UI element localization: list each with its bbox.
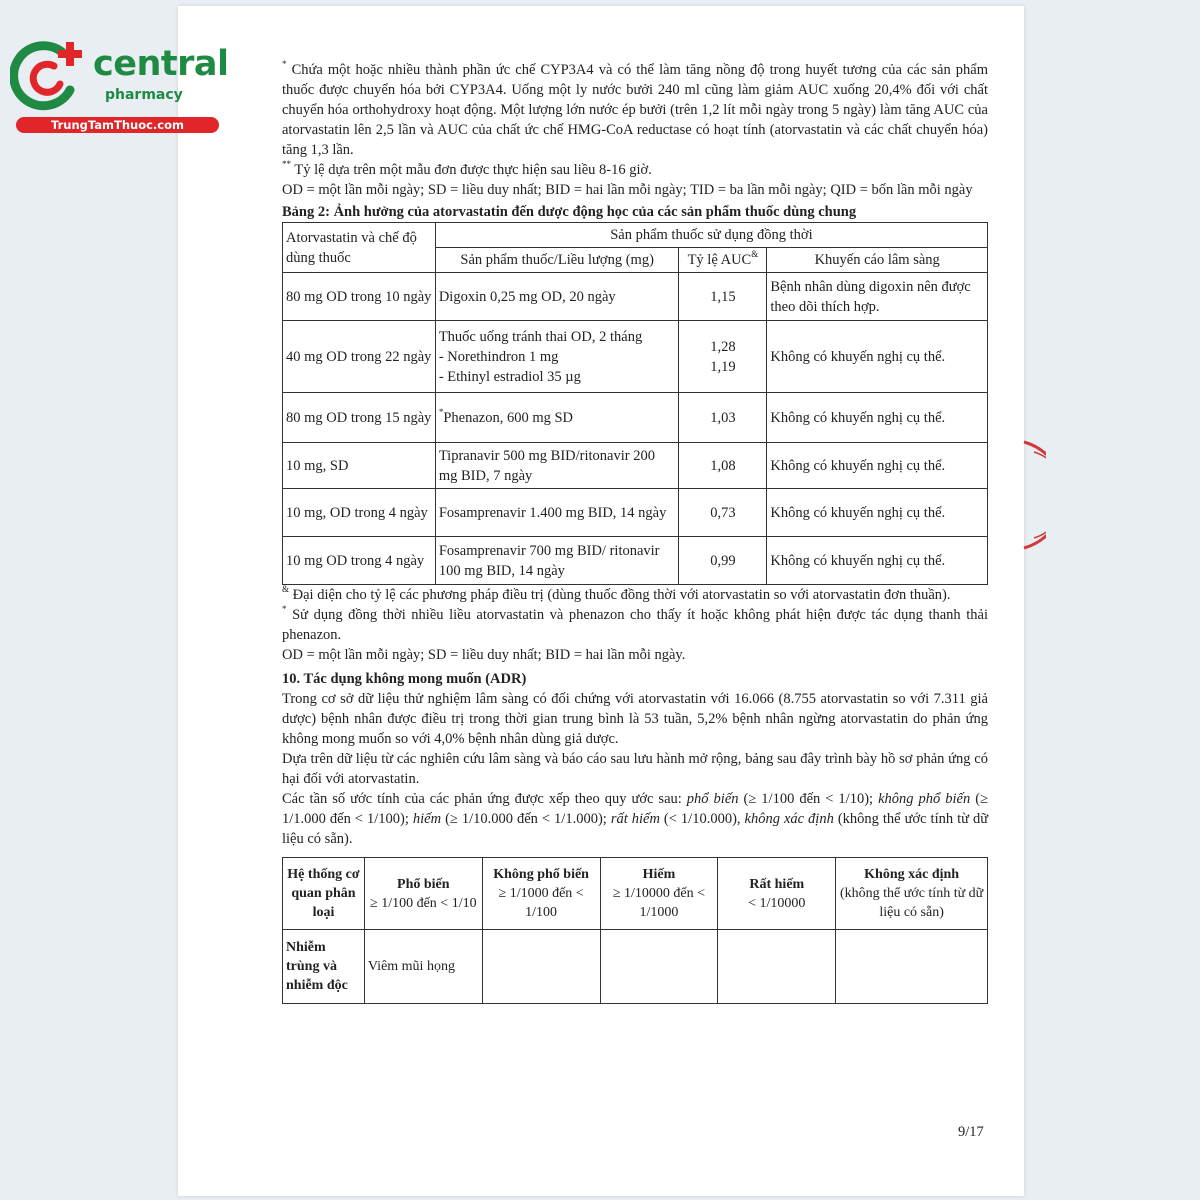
product-line: Thuốc uống tránh thai OD, 2 tháng bbox=[438, 328, 643, 345]
cell-product: Fosamprenavir 700 mg BID/ ritonavir 100 mg BID, 14 ngày bbox=[435, 537, 679, 585]
header-bold: Phổ biến bbox=[397, 876, 450, 892]
frequency-convention bbox=[282, 789, 988, 849]
header-product: Sản phẩm thuốc/Liều lượng (mg) bbox=[435, 248, 679, 273]
header-ratio-text: Tỷ lệ AUC bbox=[687, 252, 752, 268]
document-content bbox=[282, 60, 988, 1004]
adr-header-very-rare bbox=[718, 858, 836, 930]
product-line: - Norethindron 1 mg bbox=[438, 348, 559, 365]
table-row bbox=[283, 321, 988, 393]
table-row bbox=[283, 930, 988, 1004]
header-regimen: Atorvastatin và chế độ dùng thuốc bbox=[283, 223, 436, 273]
adr-header-system bbox=[283, 858, 365, 930]
header-bold: Rất hiếm bbox=[749, 876, 805, 892]
adr-table bbox=[282, 857, 988, 1004]
footnote-mark: ** bbox=[282, 159, 291, 169]
adr-header-unknown bbox=[836, 858, 988, 930]
footnote-text: Sử dụng đồng thời nhiều liều atorvastatin và phenazon cho thấy ít hoặc không phát hiện được tác dụng thanh thải phenazon. bbox=[282, 607, 989, 643]
cell-common: Viêm mũi họng bbox=[364, 930, 482, 1004]
product-line: Phenazon, 600 mg SD bbox=[443, 409, 574, 426]
text-run: (≥ 1/1.000 đến < 1/100); bbox=[282, 791, 989, 827]
table-row bbox=[283, 489, 988, 537]
cell-product bbox=[435, 393, 679, 443]
cell-advice: Không có khuyến nghị cụ thể. bbox=[767, 489, 988, 537]
cell-regimen: 10 mg, SD bbox=[283, 443, 436, 489]
table-note-phenazon bbox=[282, 605, 988, 645]
page-number: 9/17 bbox=[958, 1124, 984, 1140]
central-pharmacy-logo[interactable] bbox=[10, 38, 229, 138]
ratio-line: 1,28 bbox=[710, 338, 736, 355]
logo-sub: pharmacy bbox=[105, 87, 183, 103]
header-bold: Hiếm bbox=[642, 867, 676, 882]
cell-system: Nhiễm trùng và nhiễm độc bbox=[283, 930, 365, 1004]
table-row bbox=[283, 393, 988, 443]
table2-caption: Bảng 2: Ảnh hưởng của atorvastatin đến dược động học của các sản phẩm thuốc dùng chung bbox=[282, 204, 857, 220]
cell-regimen: 80 mg OD trong 15 ngày bbox=[283, 393, 436, 443]
cell-advice: Không có khuyến nghị cụ thể. bbox=[767, 443, 988, 489]
header-range: ≥ 1/10000 đến < 1/1000 bbox=[612, 886, 706, 920]
header-range: (không thể ước tính từ dữ liệu có sẵn) bbox=[839, 886, 984, 920]
section-title: 10. Tác dụng không mong muốn (ADR) bbox=[282, 671, 527, 687]
term-unknown: không xác định bbox=[744, 811, 834, 827]
text-run: Các tần số ước tính của các phản ứng được xếp theo quy ước sau: bbox=[282, 791, 682, 807]
cell-unknown bbox=[836, 930, 988, 1004]
footnote-text: Chứa một hoặc nhiều thành phần ức chế CYP3A4 và có thể làm tăng nồng độ trong huyết tương của các sản phẩm thuốc được chuyển hóa bởi CYP3A4. Uống một ly nước bưởi 240 ml cũng làm giảm AUC xuống 20,4% đối với chất chuyển hóa orthohydroxy hoạt động. Một lượng lớn nước ép bưởi (trên 1,2 lít mỗi ngày trong 5 ngày) làm tăng AUC của atorvastatin lên 2,5 lần và AUC của chất ức chế HMG-CoA reductase có hoạt tính (atorvastatin và các chất chuyển hóa) tăng 1,3 lần. bbox=[282, 62, 989, 158]
cell-rare bbox=[600, 930, 718, 1004]
cell-product: Fosamprenavir 1.400 mg BID, 14 ngày bbox=[435, 489, 679, 537]
header-advice: Khuyến cáo lâm sàng bbox=[767, 248, 988, 273]
cell-very-rare bbox=[718, 930, 836, 1004]
table-note-ratio bbox=[282, 585, 988, 605]
cell-advice: Không có khuyến nghị cụ thể. bbox=[767, 393, 988, 443]
footnote-mark: * bbox=[282, 59, 287, 69]
product-line: - Ethinyl estradiol 35 µg bbox=[438, 368, 581, 385]
table-row bbox=[283, 273, 988, 321]
text-run: (không thể ước tính từ dữ liệu có sẵn). bbox=[282, 811, 989, 847]
ratio-line: 1,19 bbox=[710, 358, 736, 375]
cell-regimen: 80 mg OD trong 10 ngày bbox=[283, 273, 436, 321]
table-row bbox=[283, 537, 988, 585]
cell-advice: Bệnh nhân dùng digoxin nên được theo dõi thích hợp. bbox=[767, 273, 988, 321]
header-range: ≥ 1/1000 đến < 1/100 bbox=[498, 886, 584, 920]
adr-header-uncommon bbox=[482, 858, 600, 930]
term-very-rare: rất hiếm bbox=[610, 811, 660, 827]
cell-uncommon bbox=[482, 930, 600, 1004]
cell-ratio: 0,99 bbox=[679, 537, 767, 585]
cell-regimen: 40 mg OD trong 22 ngày bbox=[283, 321, 436, 393]
table-abbreviations: OD = một lần mỗi ngày; SD = liều duy nhất; BID = hai lần mỗi ngày. bbox=[282, 647, 686, 663]
table2 bbox=[282, 222, 988, 585]
header-range: ≥ 1/100 đến < 1/10 bbox=[370, 895, 477, 911]
pharmacy-logo-icon bbox=[10, 38, 86, 114]
cell-advice: Không có khuyến nghị cụ thể. bbox=[767, 537, 988, 585]
header-bold: Không xác định bbox=[864, 867, 960, 882]
term-rare: hiếm bbox=[412, 811, 442, 827]
header-bold: Hệ thống cơ quan phân loại bbox=[287, 867, 360, 920]
text-run: (≥ 1/100 đến < 1/10); bbox=[743, 791, 874, 807]
abbreviations: OD = một lần mỗi ngày; SD = liều duy nhất; BID = hai lần mỗi ngày; TID = ba lần mỗi ngày; QID = bốn lần mỗi ngày bbox=[282, 182, 973, 198]
table-row bbox=[283, 443, 988, 489]
cell-product: Tipranavir 500 mg BID/ritonavir 200 mg BID, 7 ngày bbox=[435, 443, 679, 489]
footnote-mark: & bbox=[282, 584, 290, 594]
cell-regimen: 10 mg OD trong 4 ngày bbox=[283, 537, 436, 585]
term-uncommon: không phổ biến bbox=[878, 791, 971, 807]
header-bold: Không phổ biến bbox=[493, 867, 589, 882]
cell-advice: Không có khuyến nghị cụ thể. bbox=[767, 321, 988, 393]
footnote-cyp3a4 bbox=[282, 60, 988, 160]
cell-ratio: 1,08 bbox=[679, 443, 767, 489]
cell-ratio: 1,03 bbox=[679, 393, 767, 443]
adr-header-rare bbox=[600, 858, 718, 930]
header-range: < 1/10000 bbox=[748, 895, 806, 911]
product-mark: * bbox=[438, 406, 444, 417]
adr-header-common bbox=[364, 858, 482, 930]
cell-ratio bbox=[679, 321, 767, 393]
header-ratio-mark: & bbox=[751, 249, 759, 259]
section-paragraph: Trong cơ sở dữ liệu thử nghiệm lâm sàng có đối chứng với atorvastatin với 16.066 (8.755 atorvastatin so với 7.311 giả dược) bệnh nhân được điều trị trong thời gian trung bình là 53 tuần, 5,2% bệnh nhân ngừng atorvastatin do phản ứng không mong muốn so với 4,0% bệnh nhân dùng giả dược. bbox=[282, 691, 988, 747]
logo-url[interactable]: TrungTamThuoc.com bbox=[16, 117, 219, 133]
product-line: Digoxin 0,25 mg OD, 20 ngày bbox=[438, 288, 616, 305]
cell-ratio: 0,73 bbox=[679, 489, 767, 537]
term-common: phổ biến bbox=[686, 791, 739, 807]
cell-product bbox=[435, 273, 679, 321]
footnote-text: Tỷ lệ dựa trên một mẫu đơn được thực hiện sau liều 8-16 giờ. bbox=[294, 162, 652, 178]
text-run: (< 1/10.000), bbox=[663, 811, 741, 827]
cell-regimen: 10 mg, OD trong 4 ngày bbox=[283, 489, 436, 537]
header-group: Sản phẩm thuốc sử dụng đồng thời bbox=[435, 223, 987, 248]
footnote-text: Đại diện cho tỷ lệ các phương pháp điều trị (dùng thuốc đồng thời với atorvastatin so với atorvastatin đơn thuần). bbox=[292, 587, 951, 603]
text-run: (≥ 1/10.000 đến < 1/1.000); bbox=[445, 811, 607, 827]
stamp-edge bbox=[1006, 440, 1046, 550]
footnote-mark: * bbox=[282, 604, 287, 614]
header-ratio bbox=[679, 248, 767, 273]
section-paragraph: Dựa trên dữ liệu từ các nghiên cứu lâm sàng và báo cáo sau lưu hành mở rộng, bảng sau đây trình bày hồ sơ phản ứng có hại đối với atorvastatin. bbox=[282, 751, 988, 787]
cell-product bbox=[435, 321, 679, 393]
cell-ratio: 1,15 bbox=[679, 273, 767, 321]
footnote-ratio bbox=[282, 160, 988, 180]
logo-brand: central bbox=[93, 44, 229, 84]
